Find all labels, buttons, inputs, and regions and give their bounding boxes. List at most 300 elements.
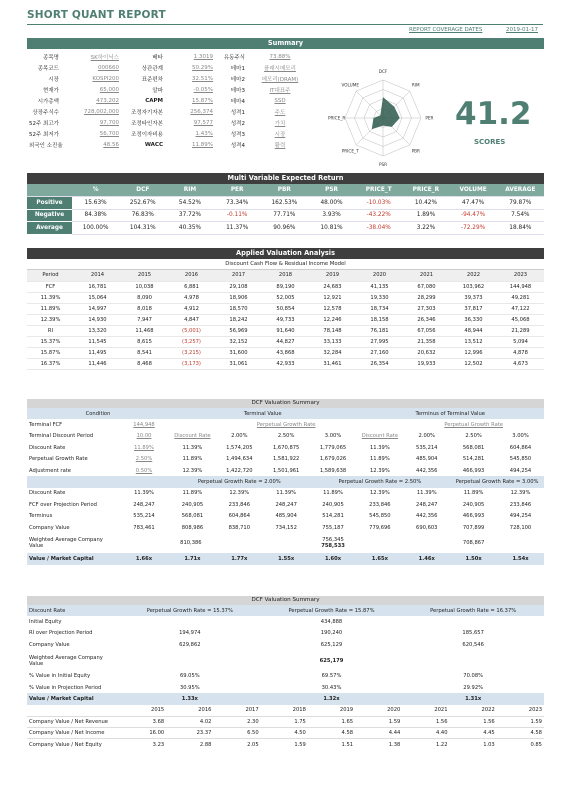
summary-key: 조정이자비용 <box>131 131 163 138</box>
rim-header: DCF Valuation Summary <box>27 596 544 605</box>
ava-table <box>27 270 544 370</box>
dcf-lower-value: 568,081 <box>181 513 204 520</box>
radar-label: RIM <box>411 82 420 88</box>
summary-key: 상관관계 <box>141 65 163 72</box>
mve-header-row <box>27 184 544 197</box>
dcf-tt-value: 494,254 <box>509 467 532 474</box>
rim-year-header: 2017 <box>245 707 259 714</box>
summary-theme[interactable]: IT대표주 <box>269 87 291 94</box>
rim-ri-value: 190,240 <box>320 630 343 637</box>
ava-value: 21,358 <box>403 336 450 347</box>
summary-value[interactable]: 15.87% <box>192 97 213 104</box>
ava-value: 8,615 <box>121 336 168 347</box>
mve-col-header: AVERAGE <box>497 184 544 197</box>
mve-value: 77.71% <box>261 209 308 222</box>
rim-ratio-value: 4.58 <box>530 730 542 737</box>
ava-value: 27,303 <box>403 303 450 314</box>
mve-row <box>27 222 544 235</box>
rim-ratio-value: 3.23 <box>152 741 165 748</box>
rim-ratio-value: 23.37 <box>196 730 212 737</box>
ava-value: 13,320 <box>74 325 121 336</box>
mve-value: 104.31% <box>119 222 166 235</box>
ava-header: Applied Valuation Analysis <box>27 248 544 259</box>
summary-key: 52주 최저가 <box>29 131 59 138</box>
rim-ri-row <box>27 628 544 639</box>
mve-row-label: Negative <box>27 209 72 222</box>
dcf-lower-row <box>27 511 544 522</box>
ava-col-header: 2022 <box>450 270 497 281</box>
rim-ratio-label: Company Value / Net Income <box>29 730 105 737</box>
summary-row <box>27 106 309 117</box>
ava-value: 76,181 <box>356 325 403 336</box>
radar-label: PSR <box>378 161 388 167</box>
rim-cv-label: Company Value <box>29 641 70 648</box>
dcf-cond-row <box>27 454 544 465</box>
dcf-condition-label: Terminal Discount Period <box>29 433 94 440</box>
radar-chart <box>323 55 443 181</box>
dcf-pg-header: Perpetual Growth Rate = 2.00% <box>169 476 310 487</box>
rim-table <box>27 605 544 750</box>
mve-value: 1.89% <box>402 209 449 222</box>
summary-key: 테마4 <box>230 98 245 105</box>
dcf-lower-value: 485,904 <box>275 513 297 520</box>
mve-value: 252.67% <box>119 197 166 210</box>
dcf-lower-value: 11.39% <box>416 490 437 497</box>
rim-ratio-row <box>27 739 544 750</box>
ava-value: (5,001) <box>168 325 215 336</box>
dcf-lower-label: Company Value <box>29 524 70 531</box>
rim-year-header: 2023 <box>528 707 542 714</box>
ava-row-label: 16.37% <box>27 358 74 369</box>
dcf-lower-value: 11.39% <box>276 490 297 497</box>
dcf-condition-label: Perpetual Growth Rate <box>29 456 88 463</box>
dcf-lower-value: 240,905 <box>322 501 344 508</box>
ava-value: 67,056 <box>403 325 450 336</box>
ava-value: 19,330 <box>356 292 403 303</box>
mve-value: 10.42% <box>402 197 449 210</box>
rim-year-header: 2018 <box>292 707 306 714</box>
dcf-lower-value: 248,247 <box>275 501 297 508</box>
rim-pg-header: Perpetual Growth Rate = 15.87% <box>261 605 403 616</box>
ava-value: 7,947 <box>121 314 168 325</box>
dcf-wacv-value: 810,386 <box>180 540 202 547</box>
mve-col-header: PRICE_R <box>402 184 449 197</box>
dcf-dr-label: Discount Rate <box>361 433 399 440</box>
ava-col-header: 2020 <box>356 270 403 281</box>
score-value: 41.2 <box>455 96 532 132</box>
ava-value: 8,541 <box>121 347 168 358</box>
dcf-vmc-value: 1.77x <box>216 553 263 564</box>
mve-value: 162.53% <box>261 197 308 210</box>
rim-cv-value: 625,129 <box>320 641 343 648</box>
summary-theme[interactable]: 주도 <box>274 109 286 116</box>
dcf-condition-value[interactable]: 2.50% <box>135 456 153 463</box>
dcf-tv-value: 1,779,065 <box>319 444 347 451</box>
ava-row <box>27 281 544 292</box>
mve-value: -72.29% <box>450 222 497 235</box>
dcf-vmc-value: 1.46x <box>403 553 450 564</box>
ava-value: 18,734 <box>356 303 403 314</box>
radar-label: PER <box>425 115 434 121</box>
rim-vmc-value: 1.31x <box>402 693 544 704</box>
ava-value: (3,257) <box>168 336 215 347</box>
summary-value[interactable]: 473,202 <box>96 97 119 104</box>
summary-value[interactable]: SK하이닉스 <box>90 54 119 61</box>
ava-value: 11,468 <box>121 325 168 336</box>
summary-value[interactable]: 97,700 <box>99 119 119 126</box>
summary-table <box>27 51 309 150</box>
ava-value: 21,289 <box>497 325 544 336</box>
dcf-lower-value: 514,281 <box>322 513 344 520</box>
ava-value: 4,978 <box>168 292 215 303</box>
ava-col-header: 2016 <box>168 270 215 281</box>
summary-row <box>27 73 309 84</box>
ava-value: 16,781 <box>74 281 121 292</box>
rim-year-header: 2021 <box>434 707 448 714</box>
summary-key: 상장주식수 <box>32 109 59 116</box>
summary-row <box>27 128 309 139</box>
rim-ppp-value: 30.95% <box>179 684 200 691</box>
dcf-lower-value: 240,905 <box>181 501 204 508</box>
dcf-condition-value[interactable]: 0.50% <box>135 467 153 474</box>
ava-value: 42,933 <box>262 358 309 369</box>
dcf-lower-value: 12.39% <box>369 490 390 497</box>
mve-col-header: RIM <box>166 184 213 197</box>
summary-value[interactable]: KOSPI200 <box>92 75 119 82</box>
summary-value[interactable]: 000660 <box>98 64 119 71</box>
rim-ratio-label: Company Value / Net Equity <box>29 741 102 748</box>
rim-ratio-label: Company Value / Net Revenue <box>29 718 108 725</box>
radar-label: DCF <box>378 69 388 75</box>
ava-value: 8,018 <box>121 303 168 314</box>
dcf-lower-label: FCF over Projection Period <box>29 501 97 508</box>
mve-value: 11.37% <box>214 222 261 235</box>
mve-col-header: PSR <box>308 184 355 197</box>
dcf-tt-value: 442,356 <box>416 467 438 474</box>
blank <box>27 476 169 487</box>
dcf-rate-header: 2.50% <box>465 433 482 440</box>
ava-value: 49,281 <box>497 292 544 303</box>
dcf-tt-header: Terminus of Terminal Value <box>356 408 544 419</box>
rim-ratio-value: 1.59 <box>530 718 542 725</box>
ava-value: 36,330 <box>450 314 497 325</box>
rim-pie-row <box>27 671 544 682</box>
rim-pie-value: 70.08% <box>463 673 484 680</box>
summary-theme[interactable]: 가치 <box>274 120 286 127</box>
mve-value: 37.72% <box>166 209 213 222</box>
dcf-condition-value[interactable]: 10.00 <box>136 433 152 440</box>
summary-theme[interactable]: 73.88% <box>269 53 291 60</box>
dcf-lower-row <box>27 522 544 533</box>
dcf-header: DCF Valuation Summary <box>27 399 544 408</box>
ava-value: 49,733 <box>262 314 309 325</box>
ava-col-header: 2017 <box>215 270 262 281</box>
ava-col-header: 2018 <box>262 270 309 281</box>
dcf-lower-value: 728,100 <box>509 524 532 531</box>
ava-value: (3,215) <box>168 347 215 358</box>
summary-key: 현재가 <box>43 87 59 94</box>
summary-theme[interactable]: 시장 <box>274 131 286 138</box>
rim-vmc-value: 1.32x <box>261 693 403 704</box>
summary-row <box>27 84 309 95</box>
summary-key: 테마2 <box>230 76 245 83</box>
rim-ppp-row <box>27 682 544 693</box>
summary-value[interactable]: -0.05% <box>193 86 213 93</box>
dcf-lower-value: 11.89% <box>323 490 343 497</box>
dcf-lower-value: 545,850 <box>369 513 391 520</box>
summary-value[interactable]: 11.89% <box>192 141 213 148</box>
summary-key: 외국인 소진율 <box>29 142 63 149</box>
ava-value: 18,242 <box>215 314 262 325</box>
dcf-lower-value: 838,710 <box>228 524 251 531</box>
ava-row <box>27 325 544 336</box>
coverage-date[interactable]: 2019-01-17 <box>506 27 538 33</box>
summary-key: 성격1 <box>230 109 245 116</box>
title-divider <box>27 24 543 25</box>
ava-value: 50,854 <box>262 303 309 314</box>
ava-row-label: 15.87% <box>27 347 74 358</box>
dcf-pg-header: Perpetual Growth Rate = 3.00% <box>450 476 544 487</box>
ava-value: 26,346 <box>403 314 450 325</box>
dcf-wacv-total: 758,533 <box>321 543 345 550</box>
summary-value[interactable]: 50.29% <box>192 64 213 71</box>
ava-value: 10,038 <box>121 281 168 292</box>
dcf-lower-value: 233,846 <box>509 501 532 508</box>
rim-ratio-value: 1.38 <box>388 741 401 748</box>
rim-ratio-row <box>27 716 544 727</box>
dcf-lower-value: 240,905 <box>462 501 485 508</box>
ava-value: 6,881 <box>168 281 215 292</box>
summary-theme[interactable]: 활력 <box>274 142 286 149</box>
ava-row-label: FCF <box>27 281 74 292</box>
summary-value[interactable]: 728,002,000 <box>84 108 119 115</box>
dcf-tv-value: 1,670,875 <box>272 444 300 451</box>
mve-value: -94.47% <box>450 209 497 222</box>
mve-row <box>27 209 544 222</box>
mve-value: -43.22% <box>355 209 402 222</box>
summary-key: 테마3 <box>230 87 245 94</box>
rim-year-header: 2022 <box>481 707 495 714</box>
dcf-lower-value: 11.89% <box>463 490 484 497</box>
dcf-lower-row <box>27 499 544 510</box>
summary-value[interactable]: 65,000 <box>99 86 119 93</box>
dcf-cond-row <box>27 419 544 430</box>
dcf-vmc-value: 1.66x <box>119 553 169 564</box>
summary-header: Summary <box>27 38 544 49</box>
mve-section <box>27 173 544 235</box>
mve-col-header: PRICE_T <box>355 184 402 197</box>
rim-ratio-value: 6.50 <box>247 730 259 737</box>
rim-ratio-value: 1.51 <box>341 741 354 748</box>
dcf-dr-label: Discount Rate <box>174 433 211 440</box>
mve-col-header: VOLUME <box>450 184 497 197</box>
ava-row <box>27 292 544 303</box>
summary-row <box>27 95 309 106</box>
ava-value: 5,094 <box>497 336 544 347</box>
coverage-dates-link[interactable]: REPORT COVERAGE DATES <box>409 27 483 33</box>
rim-wacv-value: 625,179 <box>319 657 344 664</box>
summary-row <box>27 51 309 62</box>
rim-ppp-label: % Value in Projection Period <box>29 684 102 691</box>
mve-value: 10.81% <box>308 222 355 235</box>
summary-key: 종목코드 <box>37 65 59 72</box>
dcf-tv-value: 1,501,961 <box>272 467 300 474</box>
dcf-section <box>27 399 544 565</box>
summary-key: WACC <box>144 141 163 148</box>
ava-value: 44,827 <box>262 336 309 347</box>
ava-value: 12,502 <box>450 358 497 369</box>
dcf-pgr-label: Perpetual Growth Rate <box>444 422 503 429</box>
rim-wacv-label: Weighted Average Company Value <box>29 654 103 667</box>
dcf-lower-row <box>27 488 544 499</box>
rim-initial-equity-row <box>27 616 544 627</box>
rim-vmc-value: 1.33x <box>119 693 261 704</box>
radar-label: PBR <box>411 148 420 154</box>
ava-col-header: Period <box>27 270 74 281</box>
ava-value: 12,246 <box>309 314 356 325</box>
dcf-cond-row <box>27 431 544 442</box>
rim-ratio-value: 16.00 <box>149 730 165 737</box>
ava-value: 14,997 <box>74 303 121 314</box>
rim-ratio-value: 1.59 <box>388 718 401 725</box>
mve-col-header: DCF <box>119 184 166 197</box>
dcf-condition-value[interactable]: 11.89% <box>134 444 154 451</box>
summary-value[interactable]: 97,577 <box>193 119 213 126</box>
dcf-lower-value: 442,356 <box>416 513 438 520</box>
summary-value[interactable]: 32.51% <box>192 75 213 82</box>
ava-value: 29,108 <box>215 281 262 292</box>
rim-ratio-value: 4.50 <box>294 730 306 737</box>
ava-value: 4,878 <box>497 347 544 358</box>
ava-value: 67,080 <box>403 281 450 292</box>
summary-theme[interactable]: 메모리(DRAM) <box>261 76 299 83</box>
rim-dr-label: Discount Rate <box>27 605 119 616</box>
ava-value: 27,995 <box>356 336 403 347</box>
rim-cv-row <box>27 639 544 650</box>
mve-row-label: Average <box>27 222 72 235</box>
dcf-tv-value: 1,581,922 <box>272 456 300 463</box>
dcf-lower-value: 535,214 <box>133 513 155 520</box>
mve-col-header <box>27 184 72 197</box>
ava-value: 13,512 <box>450 336 497 347</box>
dcf-lower-value: 783,461 <box>133 524 155 531</box>
ava-row <box>27 314 544 325</box>
dcf-tt-value: 545,850 <box>509 456 532 463</box>
ava-value: 4,847 <box>168 314 215 325</box>
dcf-lower-value: 690,603 <box>416 524 438 531</box>
rim-ri-value: 185,657 <box>462 630 484 637</box>
ava-value: 78,148 <box>309 325 356 336</box>
dcf-lower-label: Terminus <box>29 513 53 520</box>
dcf-tv-value: 1,422,720 <box>226 467 253 474</box>
summary-key: 조정타인자본 <box>131 120 163 127</box>
dcf-lower-value: 707,899 <box>462 524 485 531</box>
ava-row-label: RI <box>27 325 74 336</box>
dcf-condition-label: Discount Rate <box>29 444 66 451</box>
summary-key: CAPM <box>145 97 163 104</box>
summary-key: 알파 <box>152 87 163 94</box>
dcf-tv-value: 12.39% <box>182 467 203 474</box>
summary-value[interactable]: 48.56 <box>103 141 119 148</box>
dcf-lower-value: 808,986 <box>181 524 204 531</box>
rim-ratio-value: 1.65 <box>341 718 354 725</box>
ava-value: 91,640 <box>262 325 309 336</box>
ava-value: 37,817 <box>450 303 497 314</box>
rim-ratio-value: 4.02 <box>199 718 212 725</box>
dcf-cond-row <box>27 442 544 453</box>
dcf-lower-value: 233,846 <box>228 501 251 508</box>
summary-value[interactable]: 1.43% <box>195 130 213 137</box>
dcf-cond-row <box>27 465 544 476</box>
summary-theme[interactable]: 플래시메모리 <box>264 65 296 72</box>
mve-header: Multi Variable Expected Return <box>27 173 544 184</box>
dcf-condition-label: Terminal FCF <box>29 422 63 429</box>
dcf-wacv-value: 756,345 <box>322 537 344 544</box>
rim-pie-value: 69.05% <box>179 673 200 680</box>
mve-value: 47.47% <box>450 197 497 210</box>
rim-ratio-value: 2.05 <box>247 741 259 748</box>
rim-year-header: 2015 <box>151 707 165 714</box>
ava-value: 18,158 <box>356 314 403 325</box>
dcf-condition-value[interactable]: 144,948 <box>133 422 155 429</box>
dcf-lower-label: Discount Rate <box>29 490 66 497</box>
summary-value[interactable]: 1.3019 <box>193 53 213 60</box>
ava-col-header: 2015 <box>121 270 168 281</box>
ava-row-label: 11.89% <box>27 303 74 314</box>
dcf-rate-header: 2.50% <box>277 433 295 440</box>
summary-value[interactable]: 56,700 <box>99 130 119 137</box>
summary-value[interactable]: 256,374 <box>190 108 213 115</box>
summary-row <box>27 139 309 150</box>
ava-value: 43,868 <box>262 347 309 358</box>
summary-key: 베타 <box>152 54 163 61</box>
dcf-condition-label: Adjustment rate <box>29 467 71 474</box>
ava-value: 26,354 <box>356 358 403 369</box>
dcf-vmc-value: 1.71x <box>169 553 216 564</box>
rim-ratio-value: 1.56 <box>435 718 448 725</box>
rim-ratio-value: 4.45 <box>483 730 495 737</box>
rim-ratio-value: 4.44 <box>388 730 401 737</box>
ava-value: 33,133 <box>309 336 356 347</box>
ava-value: 11,446 <box>74 358 121 369</box>
blank <box>356 419 403 430</box>
rim-cv-value: 629,862 <box>179 641 201 648</box>
dcf-rate-header: 2.00% <box>231 433 248 440</box>
mve-value: 54.52% <box>166 197 213 210</box>
dcf-tt-value: 535,214 <box>416 444 438 451</box>
ava-value: 12,996 <box>450 347 497 358</box>
dcf-rate-header: 3.00% <box>512 433 529 440</box>
summary-theme[interactable]: SSD <box>274 97 286 104</box>
summary-key: 성격4 <box>230 142 245 149</box>
ava-value: 31,600 <box>215 347 262 358</box>
dcf-rate-header: 3.00% <box>324 433 342 440</box>
dcf-pg-head <box>27 476 544 487</box>
dcf-tt-value: 604,864 <box>509 444 532 451</box>
ava-value: 32,152 <box>215 336 262 347</box>
mve-value: 90.96% <box>261 222 308 235</box>
ava-value: 48,944 <box>450 325 497 336</box>
dcf-wacv-label: Weighted Average Company Value <box>29 537 103 550</box>
ava-value: 18,570 <box>215 303 262 314</box>
rim-ppp-value: 29.92% <box>463 684 484 691</box>
rim-pie-label: % Value in Initial Equity <box>29 673 91 680</box>
dcf-tv-value: 1,494,634 <box>226 456 253 463</box>
rim-ratio-value: 1.75 <box>294 718 306 725</box>
rim-wacv-row <box>27 651 544 671</box>
radar-label: PRICE_T <box>341 148 359 154</box>
summary-key: 종목명 <box>43 54 59 61</box>
